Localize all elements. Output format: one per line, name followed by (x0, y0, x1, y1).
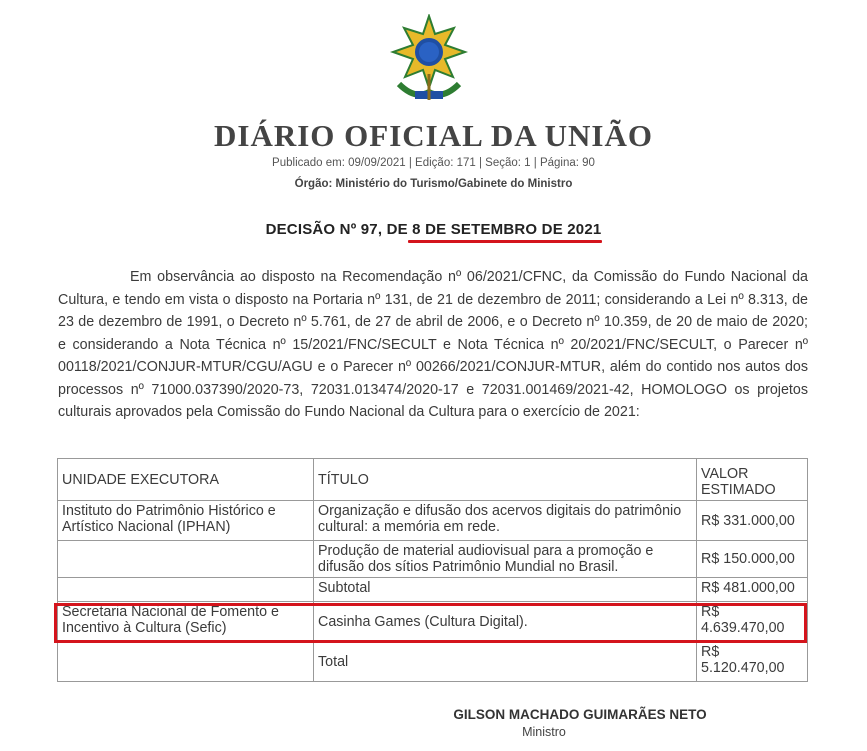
table-row (58, 642, 808, 682)
signer-role: Ministro (522, 725, 566, 739)
cell-titulo: Organização e difusão dos acervos digitais do patrimônio cultural: a memória em rede. (314, 501, 697, 541)
cell-unidade (58, 578, 314, 602)
cell-valor: R$ 481.000,00 (697, 578, 808, 602)
cell-unidade (58, 541, 314, 578)
header-unidade: UNIDADE EXECUTORA (58, 459, 314, 501)
cell-titulo: Subtotal (314, 578, 697, 602)
table-header-row (58, 459, 808, 501)
table-row (58, 578, 808, 602)
cell-valor: R$ 331.000,00 (697, 501, 808, 541)
table-row (58, 501, 808, 541)
cell-valor: R$ 5.120.470,00 (697, 642, 808, 682)
table-row (58, 541, 808, 578)
decision-title: DECISÃO Nº 97, DE 8 DE SETEMBRO DE 2021 (265, 221, 602, 238)
date-highlight-underline (408, 240, 602, 243)
orgao-line (0, 178, 867, 190)
cell-titulo: Casinha Games (Cultura Digital). (314, 602, 697, 642)
orgao-label: Órgão: (294, 178, 333, 190)
projects-table (57, 458, 808, 682)
cell-titulo: Produção de material audiovisual para a promoção e difusão dos sítios Patrimônio Mundial no Brasil. (314, 541, 697, 578)
decision-body: Em observância ao disposto na Recomendação nº 06/2021/CFNC, da Comissão do Fundo Nacional da Cultura, e tendo em vista o disposto na Portaria nº 131, de 21 de dezembro de 2011; considerando a Lei nº 8.313, de 23 de dezembro de 1991, o Decreto nº 5.761, de 27 de abril de 2006, e o Decreto nº 10.359, de 20 de maio de 2020; e considerando a Nota Técnica nº 15/2021/FNC/SECULT e Nota Técnica nº 20/2021/FNC/SECULT, o Parecer nº 00118/2021/CONJUR-MTUR/CGU/AGU e o Parecer nº 00266/2021/CONJUR-MTUR, além do contido nos autos dos processos nº 71000.037390/2020-73, 72031.013474/2020-17 e 72031.001469/2021-42, HOMOLOGO os projetos culturais aprovados pela Comissão do Fundo Nacional da Cultura para o exercício de 2021: (58, 269, 808, 420)
header-titulo: TÍTULO (314, 459, 697, 501)
signer-name: GILSON MACHADO GUIMARÃES NETO (453, 707, 707, 722)
cell-unidade (58, 642, 314, 682)
header-valor: VALOR ESTIMADO (697, 459, 808, 501)
masthead-title: DIÁRIO OFICIAL DA UNIÃO (214, 118, 653, 153)
cell-unidade: Secretaria Nacional de Fomento e Incentivo à Cultura (Sefic) (58, 602, 314, 642)
coat-of-arms-emblem (385, 14, 473, 104)
cell-valor: R$ 150.000,00 (697, 541, 808, 578)
cell-unidade: Instituto do Patrimônio Histórico e Artístico Nacional (IPHAN) (58, 501, 314, 541)
highlight-box-sefic-row (54, 603, 807, 643)
publication-info: Publicado em: 09/09/2021 | Edição: 171 | Seção: 1 | Página: 90 (272, 157, 595, 169)
orgao-value: Ministério do Turismo/Gabinete do Ministro (335, 178, 573, 190)
cell-titulo: Total (314, 642, 697, 682)
cell-valor: R$ 4.639.470,00 (697, 602, 808, 642)
